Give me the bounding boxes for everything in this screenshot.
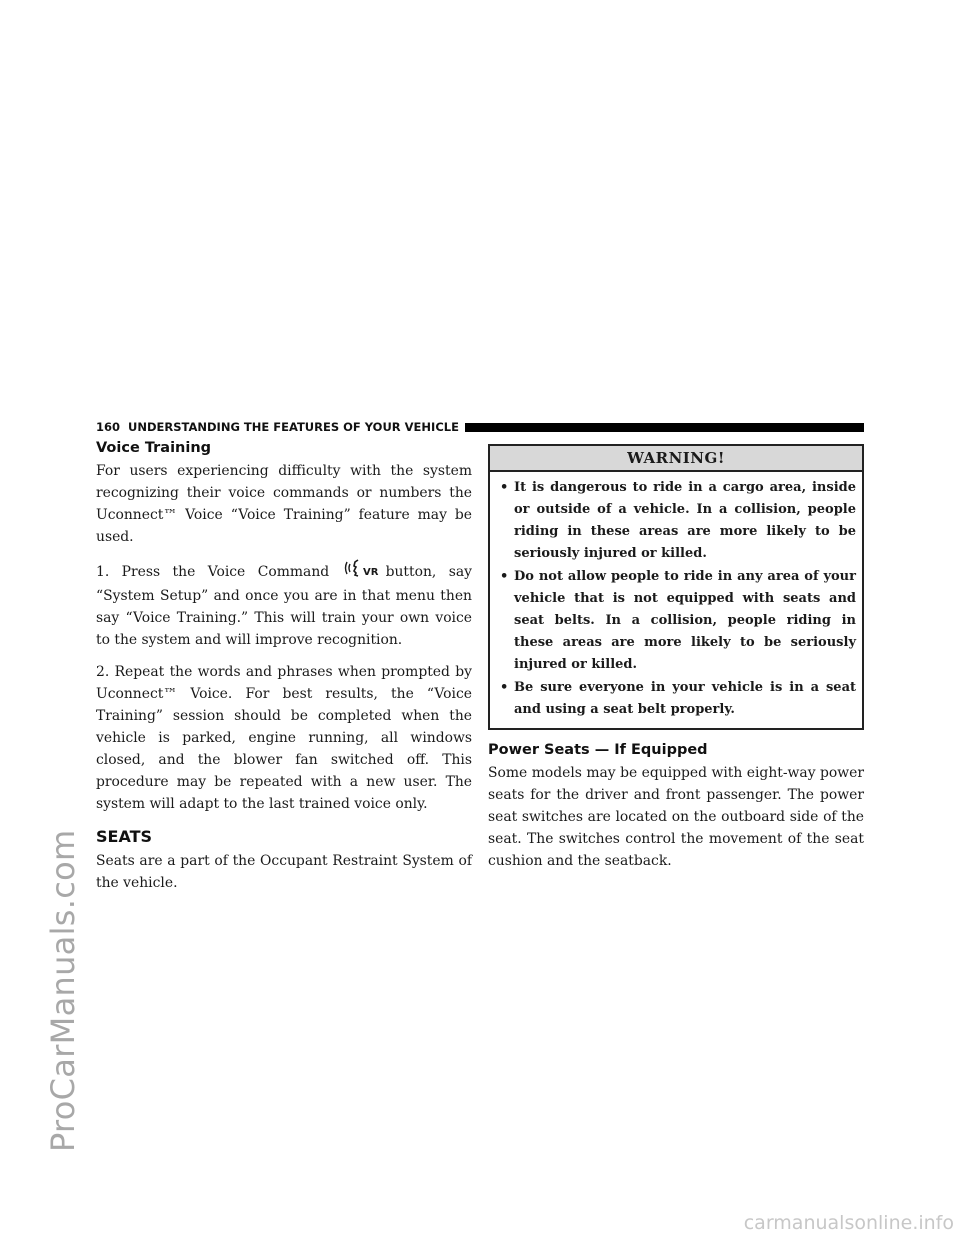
- warning-item-text: It is dangerous to ride in a cargo area, inside or outside of a vehicle. In a collision, people riding in these areas are more likely to be seriously injured or killed.: [514, 480, 856, 561]
- bullet-glyph: •: [500, 680, 509, 695]
- page-number: 160: [96, 420, 121, 434]
- seats-heading: SEATS: [96, 827, 153, 846]
- power-seats-paragraph: Some models may be equipped with eight-way power seats for the driver and front passenger. The power seat switches are located on the outboard side of the seat. The switches control the movement of the seat cushion and the seatback.: [488, 765, 864, 869]
- warning-item: [500, 477, 856, 565]
- bullet-glyph: •: [500, 480, 509, 495]
- bottom-watermark: carmanualsonline.info: [743, 1212, 954, 1234]
- voice-training-heading: Voice Training: [96, 440, 212, 456]
- chapter-title: UNDERSTANDING THE FEATURES OF YOUR VEHICLE: [128, 420, 459, 434]
- svg-text:VR: VR: [362, 567, 379, 578]
- voice-command-vr-icon: [344, 558, 384, 585]
- right-column: [488, 444, 864, 882]
- header-rule: [465, 423, 864, 432]
- side-watermark-text: ProCarManuals.com: [44, 829, 82, 1152]
- warning-item-text: Be sure everyone in your vehicle is in a seat and using a seat belt properly.: [514, 680, 856, 717]
- warning-item-text: Do not allow people to ride in any area of your vehicle that is not equipped with seats and seat belts. In a collision, people riding in these areas are more likely to be seriously injured or killed.: [514, 569, 856, 672]
- warning-title: WARNING!: [490, 446, 862, 472]
- step-1-text-before: 1. Press the Voice Command: [96, 564, 330, 580]
- voice-training-intro: For users experiencing difficulty with the system recognizing their voice commands or numbers the Uconnect™ Voice “Voice Training” feature may be used.: [96, 463, 472, 545]
- seats-paragraph: Seats are a part of the Occupant Restraint System of the vehicle.: [96, 853, 472, 891]
- voice-training-step-1: [96, 558, 472, 651]
- warning-list: [490, 472, 862, 728]
- warning-item: [500, 677, 856, 721]
- page-header: [96, 418, 864, 436]
- side-watermark: [0, 0, 90, 1242]
- power-seats-heading: Power Seats — If Equipped: [488, 742, 708, 758]
- warning-box: [488, 444, 864, 730]
- page-header-text: [96, 420, 465, 434]
- left-column: [96, 440, 472, 904]
- voice-training-step-2: 2. Repeat the words and phrases when prompted by Uconnect™ Voice. For best results, the “Voice Training” session should be completed when the vehicle is parked, engine running, all windows closed, and the blower fan switched off. This procedure may be repeated with a new user. The system will adapt to the last trained voice only.: [96, 664, 472, 812]
- bullet-glyph: •: [500, 569, 509, 584]
- step-1-text-after: button, say “System Setup” and once you are in that menu then say “Voice Training.” This will train your own voice to the system and will improve recognition.: [96, 564, 472, 648]
- warning-item: [500, 566, 856, 676]
